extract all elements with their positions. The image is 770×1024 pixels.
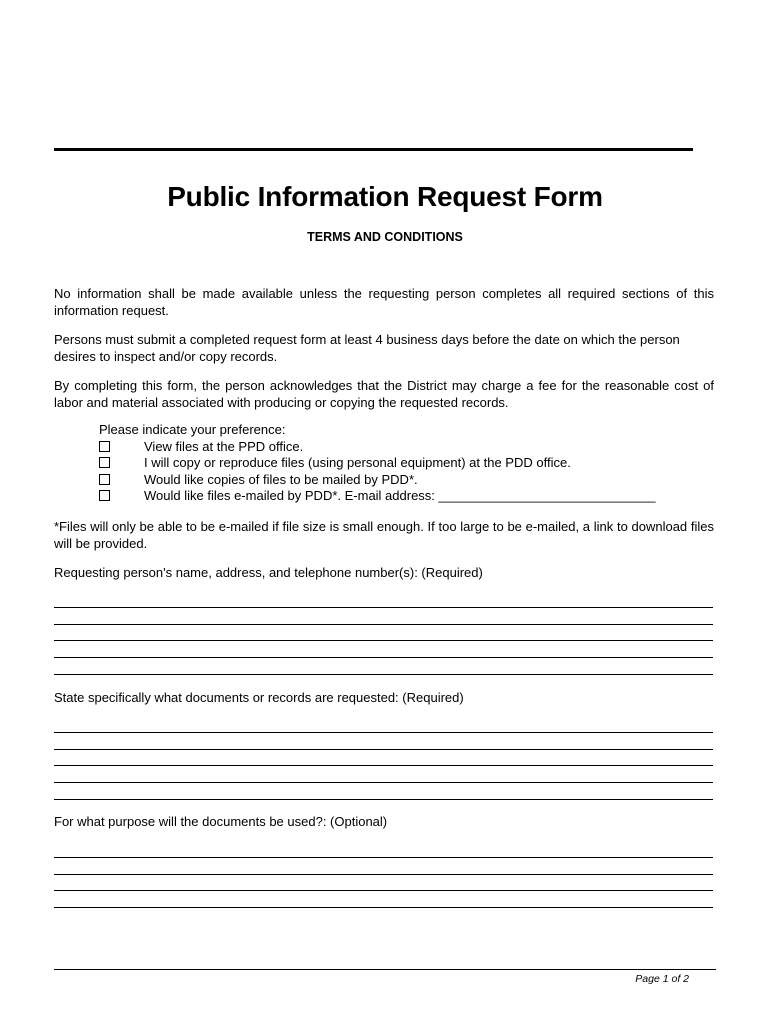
requester-line[interactable]	[54, 608, 713, 625]
purpose-line[interactable]	[54, 841, 713, 858]
preference-option-label: View files at the PPD office.	[144, 438, 304, 454]
checkbox-view-files[interactable]	[99, 441, 110, 452]
checkbox-mail-copies[interactable]	[99, 474, 110, 485]
documents-line[interactable]	[54, 750, 713, 767]
documents-line[interactable]	[54, 766, 713, 783]
documents-line[interactable]	[54, 716, 713, 733]
purpose-line[interactable]	[54, 858, 713, 875]
footer-rule	[54, 969, 716, 970]
requester-lines[interactable]	[54, 591, 713, 675]
preference-option-view[interactable]	[99, 439, 699, 456]
preference-option-label: Would like copies of files to be mailed by PDD*.	[144, 471, 418, 487]
documents-label: State specifically what documents or records are requested: (Required)	[54, 690, 464, 705]
requester-label: Requesting person's name, address, and telephone number(s): (Required)	[54, 565, 483, 580]
header-rule	[54, 148, 693, 151]
paragraph-availability: No information shall be made available unless the requesting person completes all required sections of this information request.	[54, 286, 714, 318]
email-footnote: *Files will only be able to be e-mailed if file size is small enough. If too large to be e-mailed, a link to download files will be provided.	[54, 519, 714, 551]
preference-option-mail[interactable]	[99, 472, 699, 489]
requester-line[interactable]	[54, 625, 713, 642]
page-title: Public Information Request Form	[167, 181, 603, 212]
preference-group	[99, 422, 699, 505]
preference-option-label: I will copy or reproduce files (using personal equipment) at the PDD office.	[144, 455, 571, 470]
paragraph-submission: Persons must submit a completed request form at least 4 business days before the date on which the person desires to inspect and/or copy records.	[54, 332, 680, 364]
page-subtitle: TERMS AND CONDITIONS	[307, 230, 463, 244]
preference-option-copy[interactable]	[99, 455, 699, 472]
checkbox-copy-files[interactable]	[99, 457, 110, 468]
preference-heading: Please indicate your preference:	[99, 422, 286, 437]
documents-lines[interactable]	[54, 716, 713, 800]
page-number: Page 1 of 2	[635, 973, 689, 985]
documents-line[interactable]	[54, 733, 713, 750]
purpose-line[interactable]	[54, 891, 713, 908]
requester-line[interactable]	[54, 591, 713, 608]
preference-option-label: Would like files e-mailed by PDD*. E-mail address: ______________________________	[144, 488, 656, 503]
purpose-lines[interactable]	[54, 841, 713, 908]
requester-line[interactable]	[54, 641, 713, 658]
purpose-label: For what purpose will the documents be used?: (Optional)	[54, 814, 388, 829]
paragraph-fees: By completing this form, the person acknowledges that the District may charge a fee for the reasonable cost of labor and material associated with producing or copying the requested records.	[54, 378, 714, 410]
purpose-line[interactable]	[54, 875, 713, 892]
documents-line[interactable]	[54, 783, 713, 800]
checkbox-email-files[interactable]	[99, 490, 110, 501]
requester-line[interactable]	[54, 658, 713, 675]
preference-option-email[interactable]	[99, 488, 699, 505]
